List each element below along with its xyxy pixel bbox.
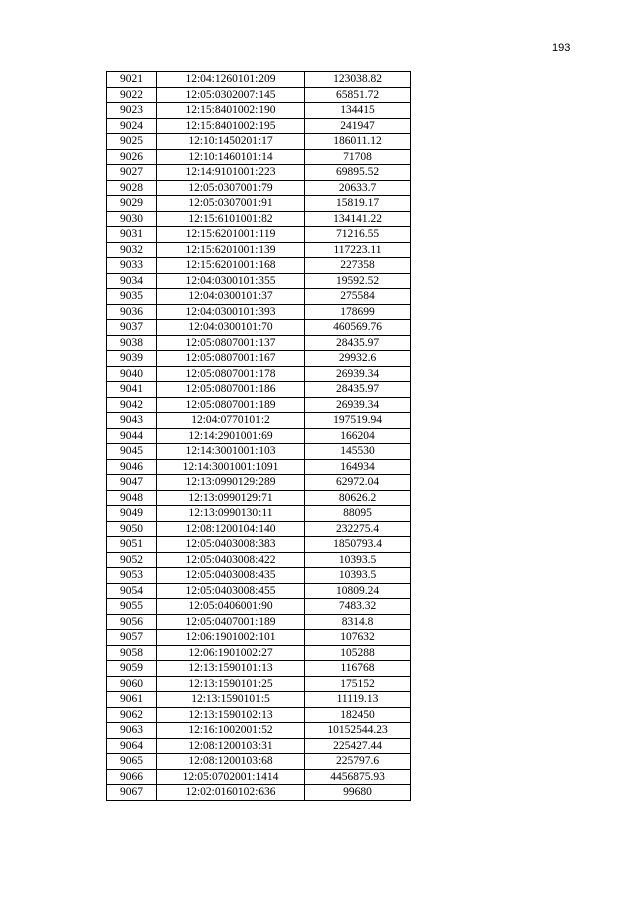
cadastral-number-cell: 12:15:6101001:82: [157, 211, 305, 227]
value-cell: 29932.6: [305, 351, 411, 367]
cadastral-number-cell: 12:04:0300101:37: [157, 289, 305, 305]
table-row: [107, 413, 411, 429]
value-cell: 225797.6: [305, 754, 411, 770]
table-row: [107, 723, 411, 739]
table-row: [107, 785, 411, 801]
cadastral-number-cell: 12:05:0407001:189: [157, 614, 305, 630]
table-row: [107, 118, 411, 134]
value-cell: 145530: [305, 444, 411, 460]
value-cell: 19592.52: [305, 273, 411, 289]
row-number-cell: 9051: [107, 537, 157, 553]
row-number-cell: 9066: [107, 769, 157, 785]
row-number-cell: 9032: [107, 242, 157, 258]
cadastral-number-cell: 12:05:0406001:90: [157, 599, 305, 615]
cadastral-number-cell: 12:14:3001001:103: [157, 444, 305, 460]
value-cell: 80626.2: [305, 490, 411, 506]
value-cell: 99680: [305, 785, 411, 801]
value-cell: 182450: [305, 707, 411, 723]
cadastral-number-cell: 12:05:0807001:178: [157, 366, 305, 382]
value-cell: 10393.5: [305, 568, 411, 584]
cadastral-number-cell: 12:04:0300101:70: [157, 320, 305, 336]
table-row: [107, 397, 411, 413]
cadastral-number-cell: 12:15:6201001:139: [157, 242, 305, 258]
cadastral-number-cell: 12:06:1901002:27: [157, 645, 305, 661]
row-number-cell: 9023: [107, 103, 157, 119]
row-number-cell: 9037: [107, 320, 157, 336]
row-number-cell: 9049: [107, 506, 157, 522]
table-row: [107, 320, 411, 336]
row-number-cell: 9036: [107, 304, 157, 320]
row-number-cell: 9038: [107, 335, 157, 351]
table-row: [107, 552, 411, 568]
table-row: [107, 87, 411, 103]
row-number-cell: 9040: [107, 366, 157, 382]
table-row: [107, 599, 411, 615]
table-row: [107, 382, 411, 398]
value-cell: 186011.12: [305, 134, 411, 150]
table-row: [107, 149, 411, 165]
cadastral-number-cell: 12:05:0807001:189: [157, 397, 305, 413]
value-cell: 4456875.93: [305, 769, 411, 785]
value-cell: 28435.97: [305, 382, 411, 398]
cadastral-number-cell: 12:02:0160102:636: [157, 785, 305, 801]
value-cell: 460569.76: [305, 320, 411, 336]
row-number-cell: 9044: [107, 428, 157, 444]
table-row: [107, 428, 411, 444]
cadastral-number-cell: 12:13:0990129:289: [157, 475, 305, 491]
table-row: [107, 366, 411, 382]
table-row: [107, 459, 411, 475]
value-cell: 8314.8: [305, 614, 411, 630]
cadastral-number-cell: 12:08:1200103:68: [157, 754, 305, 770]
table-row: [107, 475, 411, 491]
value-cell: 28435.97: [305, 335, 411, 351]
row-number-cell: 9048: [107, 490, 157, 506]
table-row: [107, 537, 411, 553]
row-number-cell: 9045: [107, 444, 157, 460]
table-row: [107, 165, 411, 181]
value-cell: 116768: [305, 661, 411, 677]
value-cell: 225427.44: [305, 738, 411, 754]
table-row: [107, 335, 411, 351]
cadastral-number-cell: 12:05:0403008:383: [157, 537, 305, 553]
value-cell: 88095: [305, 506, 411, 522]
cadastral-number-cell: 12:14:9101001:223: [157, 165, 305, 181]
cadastral-number-cell: 12:04:0300101:393: [157, 304, 305, 320]
cadastral-number-cell: 12:05:0807001:186: [157, 382, 305, 398]
value-cell: 65851.72: [305, 87, 411, 103]
row-number-cell: 9065: [107, 754, 157, 770]
value-cell: 10393.5: [305, 552, 411, 568]
table-row: [107, 351, 411, 367]
cadastral-number-cell: 12:14:2901001:69: [157, 428, 305, 444]
row-number-cell: 9061: [107, 692, 157, 708]
row-number-cell: 9024: [107, 118, 157, 134]
table-row: [107, 583, 411, 599]
row-number-cell: 9053: [107, 568, 157, 584]
cadastral-number-cell: 12:13:0990130:11: [157, 506, 305, 522]
cadastral-number-cell: 12:15:6201001:168: [157, 258, 305, 274]
cadastral-number-cell: 12:15:8401002:195: [157, 118, 305, 134]
value-cell: 26939.34: [305, 366, 411, 382]
cadastral-number-cell: 12:14:3001001:1091: [157, 459, 305, 475]
table-row: [107, 103, 411, 119]
cadastral-number-cell: 12:15:6201001:119: [157, 227, 305, 243]
value-cell: 197519.94: [305, 413, 411, 429]
table-body: [107, 72, 411, 801]
value-cell: 20633.7: [305, 180, 411, 196]
table-row: [107, 134, 411, 150]
cadastral-number-cell: 12:04:0770101:2: [157, 413, 305, 429]
value-cell: 123038.82: [305, 72, 411, 88]
row-number-cell: 9028: [107, 180, 157, 196]
cadastral-number-cell: 12:08:1200104:140: [157, 521, 305, 537]
value-cell: 134415: [305, 103, 411, 119]
table-row: [107, 490, 411, 506]
cadastral-number-cell: 12:10:1460101:14: [157, 149, 305, 165]
table-row: [107, 72, 411, 88]
table-row: [107, 645, 411, 661]
row-number-cell: 9043: [107, 413, 157, 429]
row-number-cell: 9027: [107, 165, 157, 181]
table-row: [107, 211, 411, 227]
row-number-cell: 9022: [107, 87, 157, 103]
cadastral-number-cell: 12:05:0403008:422: [157, 552, 305, 568]
table-row: [107, 661, 411, 677]
table-row: [107, 707, 411, 723]
page-number: 193: [552, 42, 571, 54]
row-number-cell: 9058: [107, 645, 157, 661]
value-cell: 71216.55: [305, 227, 411, 243]
row-number-cell: 9057: [107, 630, 157, 646]
cadastral-number-cell: 12:16:1002001:52: [157, 723, 305, 739]
cadastral-number-cell: 12:05:0302007:145: [157, 87, 305, 103]
cadastral-number-cell: 12:04:0300101:355: [157, 273, 305, 289]
table-row: [107, 692, 411, 708]
value-cell: 69895.52: [305, 165, 411, 181]
table-row: [107, 196, 411, 212]
value-cell: 241947: [305, 118, 411, 134]
value-cell: 134141.22: [305, 211, 411, 227]
table-row: [107, 568, 411, 584]
table-row: [107, 738, 411, 754]
row-number-cell: 9039: [107, 351, 157, 367]
row-number-cell: 9060: [107, 676, 157, 692]
row-number-cell: 9025: [107, 134, 157, 150]
table-row: [107, 180, 411, 196]
value-cell: 7483.32: [305, 599, 411, 615]
value-cell: 26939.34: [305, 397, 411, 413]
cadastral-number-cell: 12:05:0807001:167: [157, 351, 305, 367]
value-cell: 15819.17: [305, 196, 411, 212]
cadastral-number-cell: 12:10:1450201:17: [157, 134, 305, 150]
table-row: [107, 676, 411, 692]
cadastral-number-cell: 12:05:0403008:435: [157, 568, 305, 584]
value-cell: 10809.24: [305, 583, 411, 599]
cadastral-number-cell: 12:05:0702001:1414: [157, 769, 305, 785]
value-cell: 232275.4: [305, 521, 411, 537]
value-cell: 227358: [305, 258, 411, 274]
cadastral-number-cell: 12:06:1901002:101: [157, 630, 305, 646]
row-number-cell: 9056: [107, 614, 157, 630]
table-row: [107, 258, 411, 274]
table-row: [107, 444, 411, 460]
table-row: [107, 630, 411, 646]
row-number-cell: 9021: [107, 72, 157, 88]
value-cell: 275584: [305, 289, 411, 305]
value-cell: 166204: [305, 428, 411, 444]
cadastral-number-cell: 12:04:1260101:209: [157, 72, 305, 88]
row-number-cell: 9026: [107, 149, 157, 165]
row-number-cell: 9042: [107, 397, 157, 413]
table-row: [107, 614, 411, 630]
cadastral-number-cell: 12:13:1590101:5: [157, 692, 305, 708]
cadastral-number-cell: 12:13:1590101:13: [157, 661, 305, 677]
row-number-cell: 9046: [107, 459, 157, 475]
value-cell: 178699: [305, 304, 411, 320]
value-cell: 10152544.23: [305, 723, 411, 739]
value-cell: 62972.04: [305, 475, 411, 491]
value-cell: 117223.11: [305, 242, 411, 258]
value-cell: 175152: [305, 676, 411, 692]
row-number-cell: 9050: [107, 521, 157, 537]
value-cell: 105288: [305, 645, 411, 661]
row-number-cell: 9054: [107, 583, 157, 599]
cadastral-number-cell: 12:13:1590102:13: [157, 707, 305, 723]
value-cell: 71708: [305, 149, 411, 165]
table-row: [107, 227, 411, 243]
row-number-cell: 9034: [107, 273, 157, 289]
row-number-cell: 9047: [107, 475, 157, 491]
cadastral-number-cell: 12:05:0307001:91: [157, 196, 305, 212]
row-number-cell: 9041: [107, 382, 157, 398]
row-number-cell: 9031: [107, 227, 157, 243]
table-row: [107, 769, 411, 785]
value-cell: 1850793.4: [305, 537, 411, 553]
cadastral-number-cell: 12:05:0403008:455: [157, 583, 305, 599]
data-table: [106, 71, 411, 801]
table-row: [107, 521, 411, 537]
row-number-cell: 9063: [107, 723, 157, 739]
row-number-cell: 9030: [107, 211, 157, 227]
value-cell: 164934: [305, 459, 411, 475]
cadastral-number-cell: 12:15:8401002:190: [157, 103, 305, 119]
row-number-cell: 9064: [107, 738, 157, 754]
value-cell: 107632: [305, 630, 411, 646]
cadastral-number-cell: 12:08:1200103:31: [157, 738, 305, 754]
row-number-cell: 9035: [107, 289, 157, 305]
cadastral-number-cell: 12:13:0990129:71: [157, 490, 305, 506]
table-row: [107, 242, 411, 258]
row-number-cell: 9059: [107, 661, 157, 677]
table-row: [107, 304, 411, 320]
table-row: [107, 506, 411, 522]
row-number-cell: 9052: [107, 552, 157, 568]
cadastral-number-cell: 12:13:1590101:25: [157, 676, 305, 692]
row-number-cell: 9029: [107, 196, 157, 212]
table-row: [107, 273, 411, 289]
row-number-cell: 9033: [107, 258, 157, 274]
row-number-cell: 9055: [107, 599, 157, 615]
value-cell: 11119.13: [305, 692, 411, 708]
row-number-cell: 9067: [107, 785, 157, 801]
cadastral-number-cell: 12:05:0307001:79: [157, 180, 305, 196]
cadastral-number-cell: 12:05:0807001:137: [157, 335, 305, 351]
table-row: [107, 754, 411, 770]
row-number-cell: 9062: [107, 707, 157, 723]
table-row: [107, 289, 411, 305]
